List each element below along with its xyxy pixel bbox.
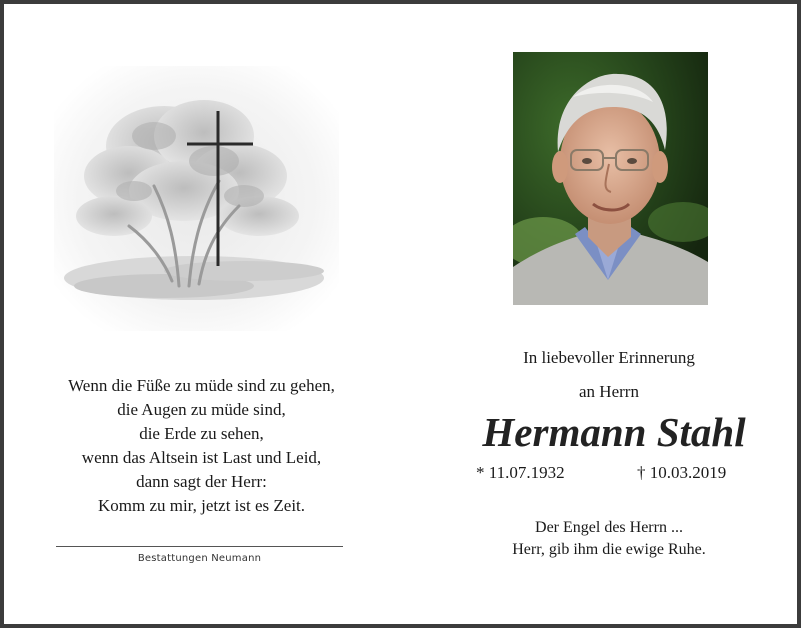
- closing-line: Der Engel des Herrn ...: [535, 519, 683, 536]
- divider: [56, 546, 343, 547]
- poem: [24, 374, 379, 518]
- trees-cross-illustration: [54, 66, 339, 331]
- poem-line: wenn das Altsein ist Last und Leid,: [81, 448, 322, 467]
- poem-line: die Augen zu müde sind,: [117, 400, 286, 419]
- closing-line: Herr, gib ihm die ewige Ruhe.: [512, 541, 706, 558]
- deceased-name: Hermann Stahl: [482, 409, 746, 455]
- poem-line: die Erde zu sehen,: [139, 424, 264, 443]
- intro-text: In liebevoller Erinnerung: [523, 348, 695, 367]
- portrait-photo: [513, 52, 708, 305]
- funeral-home-name: Bestattungen Neumann: [137, 553, 262, 564]
- intro-text-salutation: an Herrn: [579, 382, 639, 401]
- birth-date: * 11.07.1932: [476, 463, 565, 482]
- poem-line: Komm zu mir, jetzt ist es Zeit.: [97, 496, 306, 515]
- poem-line: dann sagt der Herr:: [136, 472, 267, 491]
- poem-line: Wenn die Füße zu müde sind zu gehen,: [68, 376, 335, 395]
- closing-prayer: [459, 517, 759, 561]
- death-date: † 10.03.2019: [637, 463, 727, 482]
